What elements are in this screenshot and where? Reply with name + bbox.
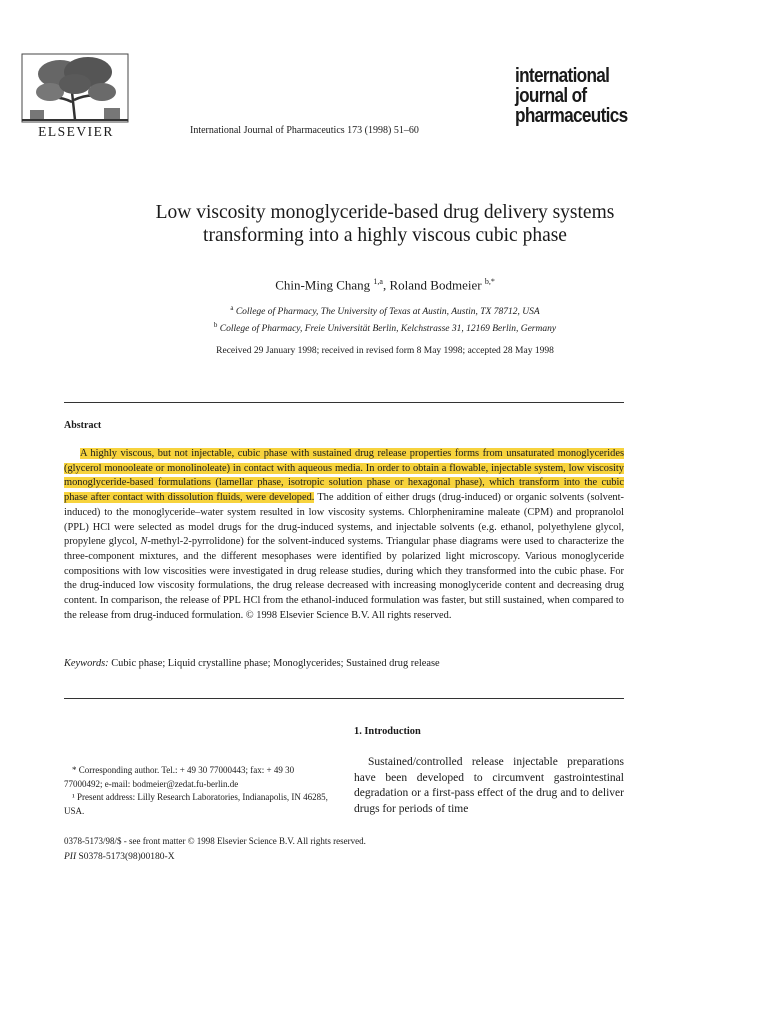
author-list: [40, 277, 730, 293]
author-marks: b,*: [484, 277, 495, 286]
journal-brand-line-2: journal of: [515, 85, 587, 107]
title-line-1: Low viscosity monoglyceride-based drug delivery systems: [155, 202, 615, 223]
corresponding-author-note: * Corresponding author. Tel.: + 49 30 77000443; fax: + 49 30 77000492; e-mail: bodmeier@zedat.fu-berlin.de: [64, 765, 295, 789]
divider-top: [64, 402, 624, 403]
affiliations: [40, 302, 730, 336]
received-dates: Received 29 January 1998; received in revised form 8 May 1998; accepted 28 May 1998: [216, 346, 554, 356]
pii-line: [64, 852, 175, 862]
affiliation-mark: a: [230, 304, 234, 312]
affiliation-line: [40, 319, 730, 336]
present-address-note: ¹ Present address: Lilly Research Laboratories, Indianapolis, IN 46285, USA.: [64, 792, 328, 816]
abstract-body: [64, 447, 624, 623]
abstract-heading: Abstract: [64, 420, 102, 431]
abstract-text: The addition of either drugs (drug-induced) or organic solvents (solvent-induced) to the monoglyceride–water system resulted in low viscosity systems. Chlorpheniramine maleate (CPM) and propranolol (PPL) HCl were selected as model drugs for the drug-induced systems, and injectable solvents (e.g. ethanol, polyethylene glycol, propylene glycol,: [64, 492, 624, 548]
footnotes: [64, 764, 334, 818]
title-line-2: transforming into a highly viscous cubic phase: [203, 225, 567, 246]
affiliation-line: [40, 302, 730, 319]
author-marks: 1,a: [373, 277, 383, 286]
publisher-name: ELSEVIER: [38, 124, 114, 139]
author-separator: ,: [382, 277, 390, 293]
journal-brand-line-1: international: [515, 65, 610, 87]
introduction-body: [354, 755, 624, 817]
affiliation-mark: b: [213, 321, 218, 330]
keywords-text: Cubic phase; Liquid crystalline phase; Monoglycerides; Sustained drug release: [108, 658, 440, 669]
introduction-text: Sustained/controlled release injectable preparations have been developed to circumvent gastrointestinal degradation or a first-pass effect of the drug and to deliver drugs for periods of time: [354, 756, 624, 815]
tree-icon: [20, 52, 130, 124]
journal-citation: International Journal of Pharmaceutics 173 (1998) 51–60: [190, 125, 419, 136]
author-name: Roland Bodmeier: [389, 277, 482, 293]
highlighted-text: A highly viscous, but not injectable, cubic phase with sustained drug release properties forms from unsaturated monoglycerides (glycerol monooleate or monolinoleate) in contact with aqueous media. In order to obtain a flowable, injectable system, low viscosity monoglyceride-based formulations (lamellar phase, isotropic solution phase or hexagonal phase), which transform into the cubic phase after contact with dissolution fluids, were developed.: [64, 448, 624, 504]
journal-brand-line-3: pharmaceutics: [515, 105, 628, 127]
keywords-label: Keywords:: [64, 658, 109, 669]
abstract-italic-text: N: [140, 536, 148, 548]
author-name: Chin-Ming Chang: [275, 277, 371, 293]
affiliation-text: College of Pharmacy, The University of Texas at Austin, Austin, TX 78712, USA: [235, 307, 540, 318]
divider-bottom: [64, 698, 624, 699]
abstract-text-continued: -methyl-2-pyrrolidone) for the solvent-induced systems. Triangular phase diagrams were used to characterize the three-component mixtures, and the different mesophases were identified by polarized light microscopy. Various monoglyceride compositions with low viscosities were investigated in drug release studies, during which they transformed into the cubic phase. For the drug-induced low viscosity formulations, the drug release decreased with increasing monoglyceride content and decreasing drug content. In comparison, the release of PPL HCl from the ethanol-induced formulation was faster, but still sustained, when compared to the release from drug-induced formulation. © 1998 Elsevier Science B.V. All rights reserved.: [64, 536, 624, 621]
pii-value: S0378-5173(98)00180-X: [76, 852, 175, 862]
front-matter-note: 0378-5173/98/$ - see front matter © 1998 Elsevier Science B.V. All rights reserved.: [64, 836, 366, 846]
section-heading-introduction: 1. Introduction: [354, 726, 421, 737]
pii-label: PII: [64, 852, 77, 862]
keywords: [64, 658, 624, 669]
journal-brand-logo: [515, 65, 628, 127]
affiliation-text: College of Pharmacy, Freie Universität Berlin, Kelchstrasse 31, 12169 Berlin, Germany: [219, 324, 557, 335]
article-title: [40, 201, 730, 247]
